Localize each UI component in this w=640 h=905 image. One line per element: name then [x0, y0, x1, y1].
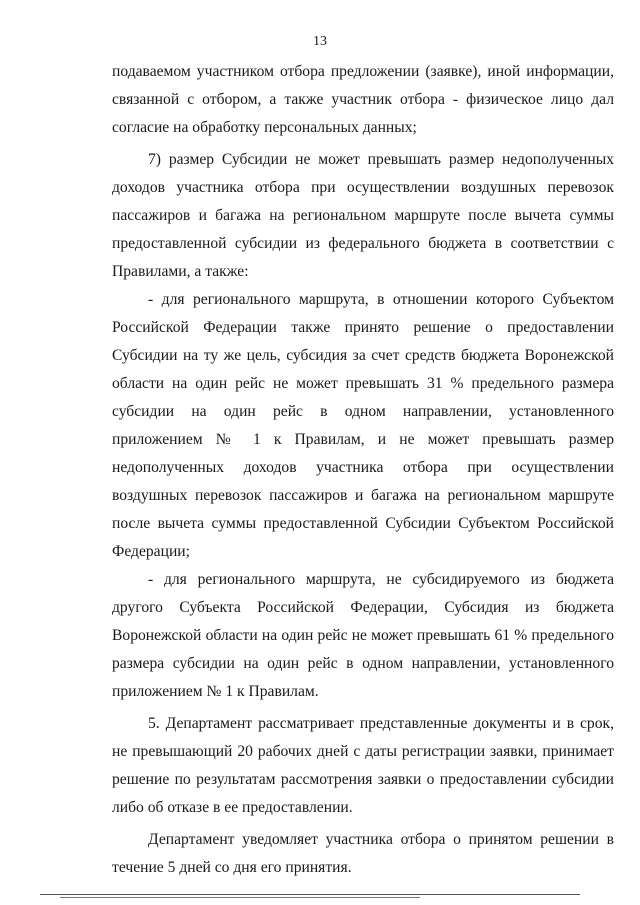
footer-divider-secondary: [60, 897, 420, 898]
footer-divider: [40, 894, 580, 895]
page-number: 13: [313, 34, 327, 49]
document-body: [112, 58, 614, 882]
paragraph-bullet-shared-route: - для регионального маршрута, в отношении которого Субъектом Российской Федерации также принято решение о предоставлении Субсидии на ту же цель, субсидия за счет средств бюджета Воронежской области на один рейс не может превышать 31 % предельного размера субсидии на один рейс в одном направлении, установленного приложением № 1 к Правилам, и не может превышать размер недополученных доходов участника отбора при осуществлении воздушных перевозок пассажиров и багажа на региональном маршруте после вычета суммы предоставленной Субсидии Субъектом Российской Федерации;: [112, 291, 614, 560]
paragraph-item-5: 5. Департамент рассматривает представленные документы и в срок, не превышающий 20 рабочих дней с даты регистрации заявки, принимает решение по результатам рассмотрения заявки о предоставлении субсидии либо об отказе в ее предоставлении.: [112, 715, 614, 816]
paragraph-bullet-unsubsidized-route: - для регионального маршрута, не субсидируемого из бюджета другого Субъекта Российской Федерации, Субсидия из бюджета Воронежской области на один рейс не может превышать 61 % предельного размера субсидии на один рейс в одном направлении, установленного приложением № 1 к Правилам.: [112, 571, 614, 700]
paragraph-consent-continuation: подаваемом участником отбора предложении (заявке), иной информации, связанной с отбором, а также участник отбора - физическое лицо дал согласие на обработку персональных данных;: [112, 63, 614, 136]
paragraph-item-7: 7) размер Субсидии не может превышать размер недополученных доходов участника отбора при осуществлении воздушных перевозок пассажиров и багажа на региональном маршруте после вычета суммы предоставленной субсидии из федерального бюджета в соответствии с Правилами, а также:: [112, 151, 614, 280]
paragraph-notification: Департамент уведомляет участника отбора о принятом решении в течение 5 дней со дня его принятия.: [112, 831, 614, 876]
